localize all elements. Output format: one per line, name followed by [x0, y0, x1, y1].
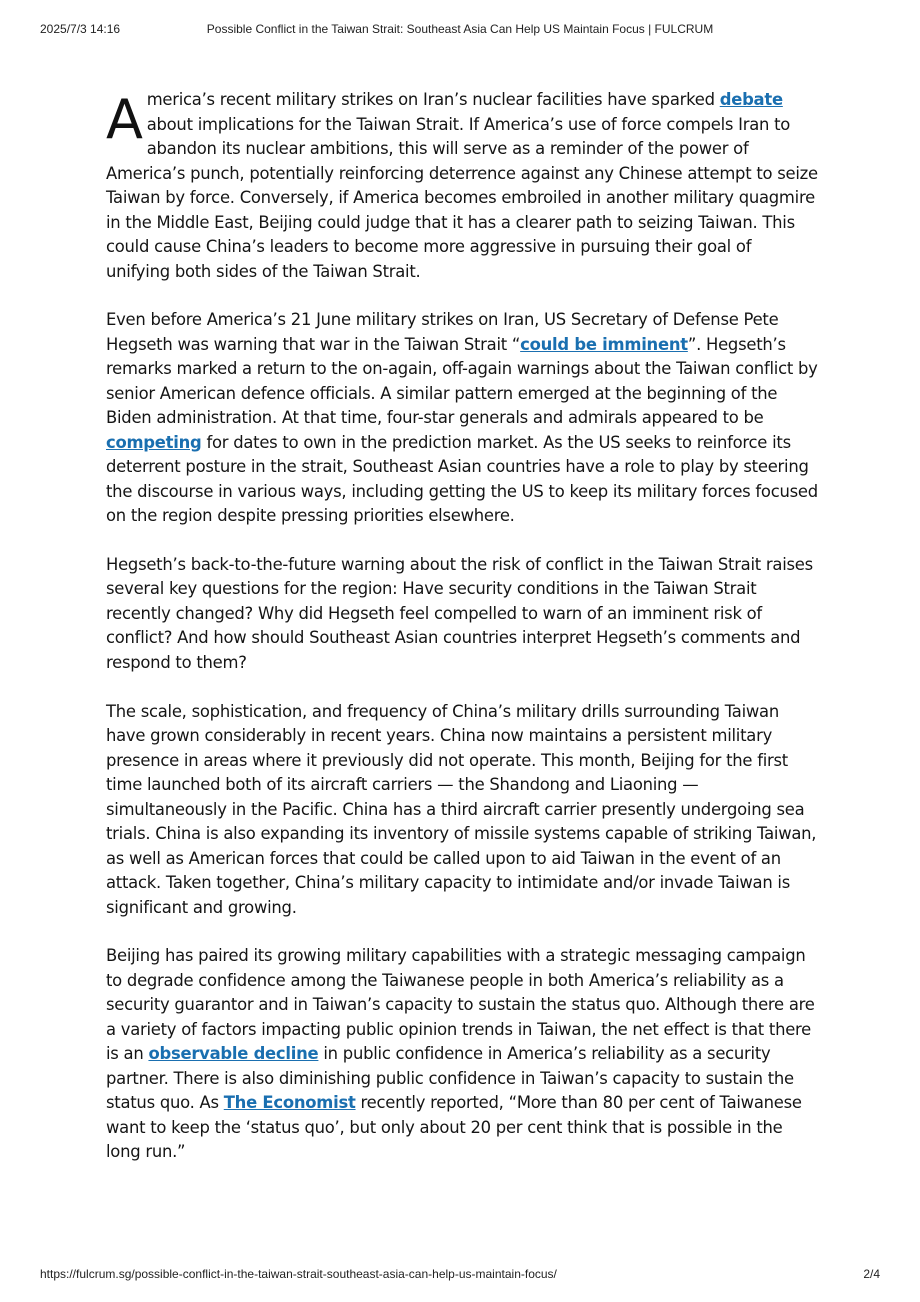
- paragraph-text: recently reported, “More than 80 per cent of Taiwanese want to keep the ‘status quo’, but only about 20 per cent think that is possible in the long run.”: [106, 1093, 802, 1162]
- print-datetime: 2025/7/3 14:16: [40, 22, 121, 36]
- paragraph-text: about implications for the Taiwan Strait. If America’s use of force compels Iran to abandon its nuclear ambitions, this will serve as a reminder of the power of America’s punch, potentially reinforcing deterrence against any Chinese attempt to seize Taiwan by force. Conversely, if America becomes embroiled in another military quagmire in the Middle East, Beijing could judge that it has a clearer path to seizing Taiwan. This could cause China’s leaders to become more aggressive in pursuing their goal of unifying both sides of the Taiwan Strait.: [106, 114, 818, 281]
- paragraph-text: ”. Hegseth’s remarks marked a return to the on-again, off-again warnings about the Taiwan conflict by senior American defence officials. A similar pattern emerged at the beginning of the Biden administration. At that time, four-star generals and admirals appeared to be: [106, 334, 818, 428]
- article-body: [106, 88, 818, 1189]
- print-footer: [40, 1267, 880, 1283]
- paragraph-text: in public confidence in America’s reliability as a security partner. There is also diminishing public confidence in Taiwan’s capacity to sustain the status quo. As: [106, 1044, 794, 1113]
- link-observable-decline[interactable]: observable decline: [148, 1044, 319, 1064]
- link-the-economist[interactable]: The Economist: [223, 1093, 356, 1113]
- paragraph-5: [106, 944, 818, 1165]
- paragraph-4: The scale, sophistication, and frequency of China’s military drills surrounding Taiwan have grown considerably in recent years. China now maintains a persistent military presence in areas where it previously did not operate. This month, Beijing for the first time launched both of its aircraft carriers — the Shandong and Liaoning — simultaneously in the Pacific. China has a third aircraft carrier presently undergoing sea trials. China is also expanding its inventory of missile systems capable of striking Taiwan, as well as American forces that could be called upon to aid Taiwan in the event of an attack. Taken together, China’s military capacity to intimidate and/or invade Taiwan is significant and growing.: [106, 701, 817, 917]
- paragraph-text: for dates to own in the prediction market. As the US seeks to reinforce its deterrent posture in the strait, Southeast Asian countries have a role to play by steering the discourse in various ways, including getting the US to keep its military forces focused on the region despite pressing priorities elsewhere.: [106, 432, 818, 526]
- link-could-be-imminent[interactable]: could be imminent: [520, 334, 688, 354]
- print-page-title: Possible Conflict in the Taiwan Strait: Southeast Asia Can Help US Maintain Focus | FULCRUM: [206, 22, 714, 36]
- paragraph-text: Beijing has paired its growing military capabilities with a strategic messaging campaign to degrade confidence among the Taiwanese people in both America’s reliability as a security guarantor and in Taiwan’s capacity to sustain the status quo. Although there are a variety of factors impacting public opinion trends in Taiwan, the net effect is that there is an: [106, 946, 815, 1064]
- paragraph-1: [106, 88, 818, 284]
- paragraph-2: [106, 308, 818, 529]
- link-debate[interactable]: debate: [719, 90, 783, 109]
- print-header: [40, 22, 880, 38]
- paragraph-text: merica’s recent military strikes on Iran’s nuclear facilities have sparked: [146, 90, 720, 109]
- paragraph-text: Even before America’s 21 June military strikes on Iran, US Secretary of Defense Pete Hegseth was warning that war in the Taiwan Strait “: [106, 310, 779, 354]
- page-number: 2/4: [863, 1267, 880, 1281]
- link-competing[interactable]: competing: [106, 432, 202, 452]
- print-url: https://fulcrum.sg/possible-conflict-in-the-taiwan-strait-southeast-asia-can-help-us-maintain-focus/: [40, 1267, 557, 1281]
- drop-cap: A: [106, 88, 143, 151]
- paragraph-3: Hegseth’s back-to-the-future warning about the risk of conflict in the Taiwan Strait raises several key questions for the region: Have security conditions in the Taiwan Strait recently changed? Why did Hegseth feel compelled to warn of an imminent risk of conflict? And how should Southeast Asian countries interpret Hegseth’s comments and respond to them?: [106, 554, 813, 672]
